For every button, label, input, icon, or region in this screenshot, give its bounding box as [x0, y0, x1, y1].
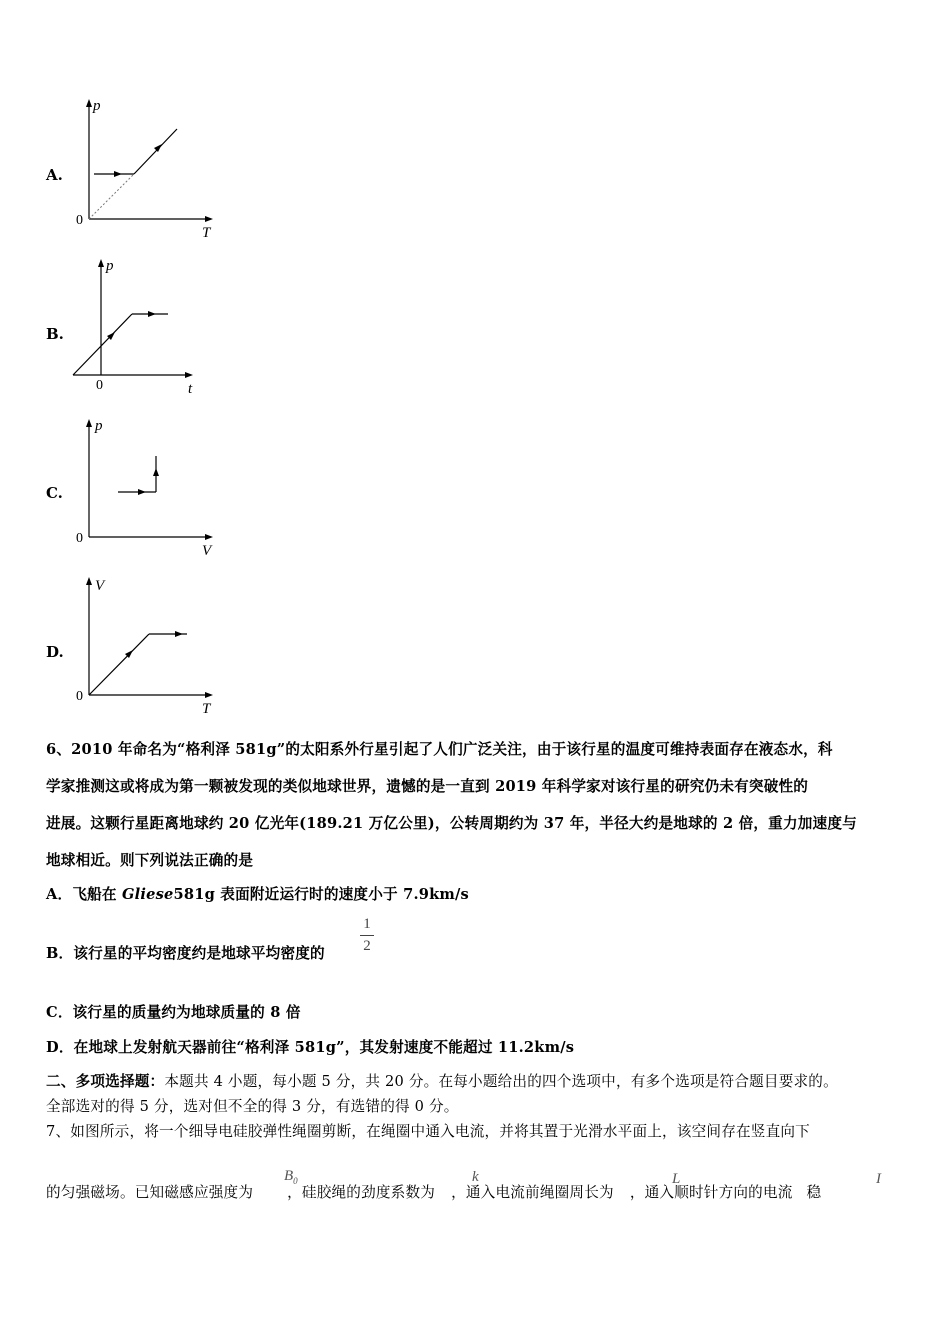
- q7-stem-line-1: 7、如图所示，将一个细导电硅胶弹性绳圈剪断，在绳圈中通入电流，并将其置于光滑水平面上，该空间存在竖直向下: [46, 1123, 810, 1140]
- var-L: L: [672, 1171, 681, 1187]
- graph-b-x-label: t: [188, 381, 193, 397]
- graph-c: [72, 416, 222, 561]
- graph-c-y-label: p: [95, 418, 103, 434]
- q6-stem-line-3: 进展。这颗行星距离地球约 20 亿光年(189.21 万亿公里)，公转周期约为 37 年，半径大约是地球的 2 倍，重力加速度与: [46, 815, 857, 832]
- q6-option-a-pre: A．飞船在: [46, 886, 122, 903]
- graph-b: [70, 256, 210, 401]
- q6-option-b-text: B．该行星的平均密度约是地球平均密度的: [46, 945, 325, 962]
- q6-option-b-fraction: [360, 916, 374, 955]
- fraction-denominator: 2: [363, 938, 371, 954]
- q6-stem-line-2: 学家推测这或将成为第一颗被发现的类似地球世界，遗憾的是一直到 2019 年科学家对该行星的研究仍未有突破性的: [46, 778, 809, 795]
- graph-c-x-label: V: [202, 543, 212, 559]
- q6-option-d: D．在地球上发射航天器前往“格利泽 581g”，其发射速度不能超过 11.2km/s: [46, 1039, 575, 1056]
- section-2-title: 二、多项选择题：: [46, 1073, 165, 1090]
- q7-stem-line-2: [46, 1181, 916, 1202]
- q6-option-a-italic: Gliese: [121, 886, 174, 903]
- option-a-label: A.: [46, 166, 63, 184]
- q6-option-b: [46, 942, 916, 963]
- graph-d-x-label: T: [202, 701, 211, 717]
- var-I: I: [876, 1171, 881, 1187]
- section-2-line-2: 全部选对的得 5 分，选对但不全的得 3 分，有选错的得 0 分。: [46, 1098, 459, 1115]
- option-c-label: C.: [46, 484, 63, 502]
- q6-stem-line-4: 地球相近。则下列说法正确的是: [46, 852, 254, 869]
- var-B: B: [284, 1168, 294, 1184]
- section-2-instructions: 本题共 4 小题，每小题 5 分，共 20 分。在每小题给出的四个选项中，有多个选项是符合题目要求的。: [164, 1073, 838, 1090]
- section-2-line-1: [46, 1070, 916, 1091]
- graph-d-origin: 0: [76, 689, 83, 704]
- graph-a-y-label: p: [93, 98, 101, 114]
- q7-text-b: ，硅胶绳的劲度系数为: [287, 1184, 436, 1201]
- graph-d: [72, 574, 222, 719]
- q6-option-a-post: 581g 表面附近运行时的速度小于 7.9km/s: [173, 886, 469, 903]
- var-B0: [284, 1168, 298, 1186]
- var-k: k: [472, 1169, 479, 1185]
- graph-b-origin: 0: [96, 378, 103, 393]
- fraction-numerator: 1: [363, 916, 371, 932]
- q7-text-a: 的匀强磁场。已知磁感应强度为: [46, 1184, 254, 1201]
- var-B-sub: 0: [293, 1176, 298, 1186]
- q6-stem-line-1: 6、2010 年命名为“格利泽 581g”的太阳系外行星引起了人们广泛关注，由于该行星的温度可维持表面存在液态水，科: [46, 741, 833, 758]
- graph-b-y-label: p: [106, 258, 114, 274]
- graph-c-origin: 0: [76, 531, 83, 546]
- q7-text-d: ，通入顺时针方向的电流: [629, 1184, 793, 1201]
- q7-text-e: 稳: [806, 1184, 822, 1201]
- q6-option-c: C．该行星的质量约为地球质量的 8 倍: [46, 1004, 301, 1021]
- option-d-label: D.: [46, 643, 64, 661]
- q6-option-a: [46, 883, 916, 904]
- graph-d-y-label: V: [95, 578, 105, 594]
- option-b-label: B.: [46, 325, 64, 343]
- q7-text-c: ，通入电流前绳圈周长为: [451, 1184, 614, 1201]
- graph-a-x-label: T: [202, 225, 211, 241]
- graph-a: [72, 98, 222, 243]
- graph-a-origin: 0: [76, 213, 83, 228]
